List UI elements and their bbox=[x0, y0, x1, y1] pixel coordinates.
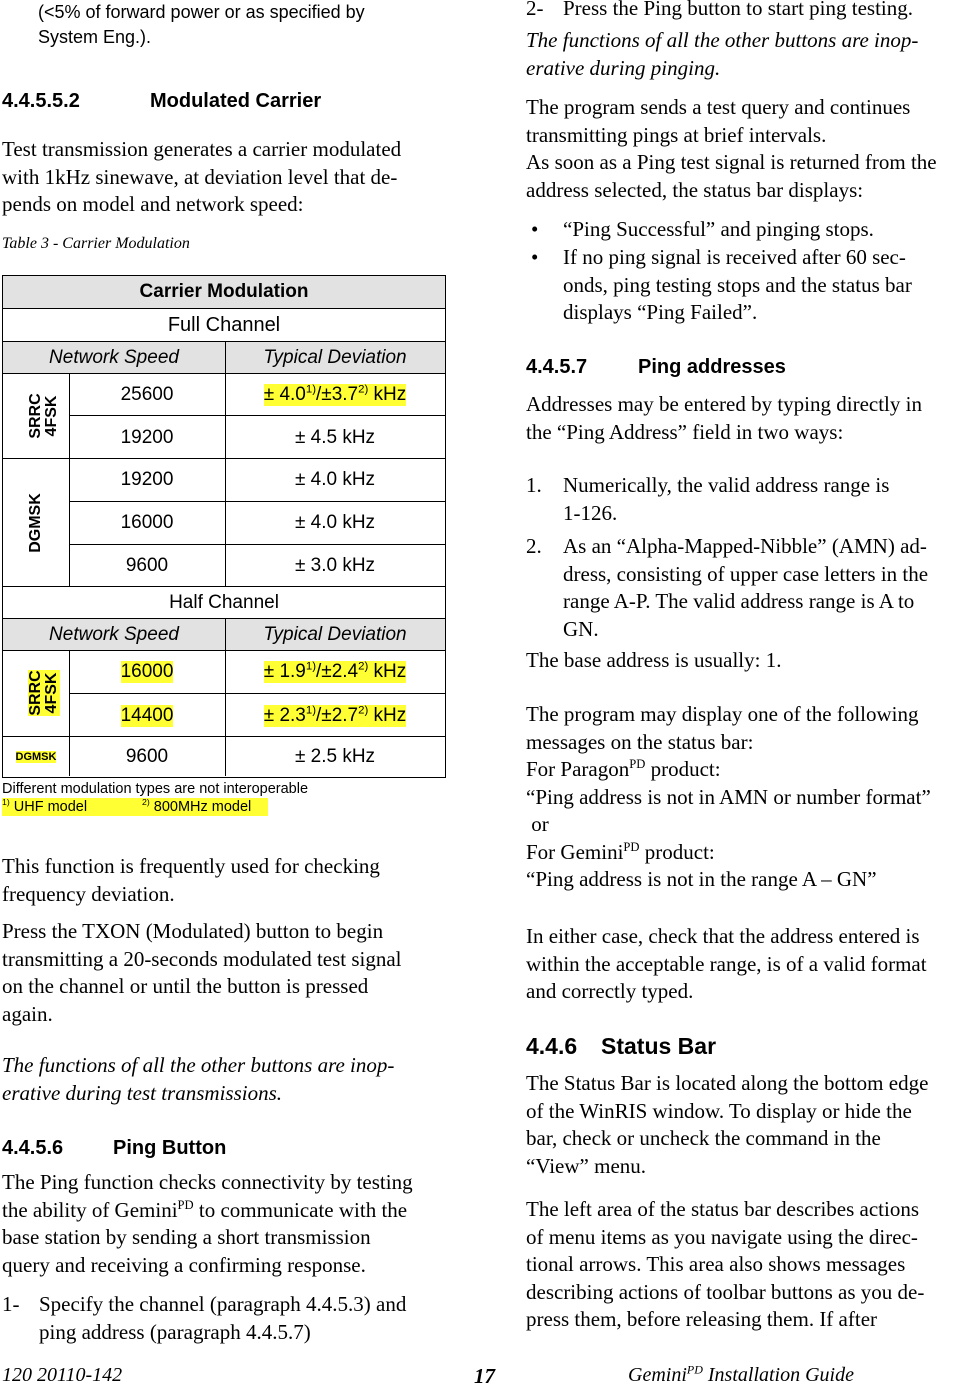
text-line: In either case, check that the address entered is bbox=[526, 924, 920, 948]
text-line: address selected, the status bar displays: bbox=[526, 177, 864, 202]
col-header-speed: Network Speed bbox=[49, 346, 179, 368]
section-heading-status-bar bbox=[526, 1033, 717, 1060]
text-line: “Ping address is not in the range A – GN” bbox=[526, 867, 877, 891]
bullet-item bbox=[526, 216, 971, 244]
text-line: of the WinRIS window. To display or hide the bbox=[526, 1098, 912, 1123]
full-channel-row bbox=[3, 308, 445, 341]
text-line: The program sends a test query and continues bbox=[526, 95, 911, 119]
half-channel-label: Half Channel bbox=[169, 591, 279, 613]
table-footnotes bbox=[2, 780, 308, 816]
section-number: 4.4.6 bbox=[526, 1033, 578, 1059]
deviation-cell: ± 4.0 kHz bbox=[294, 512, 376, 533]
text-line: For Gemini$^{PD}$ product: bbox=[526, 839, 715, 864]
text-line: As an “Alpha-Mapped-Nibble” (AMN) ad- bbox=[563, 534, 927, 558]
paragraph-either bbox=[526, 923, 927, 1006]
text-line: base station by sending a short transmission bbox=[2, 1225, 371, 1249]
paragraph-ping bbox=[2, 1169, 413, 1279]
paragraph-status-bar bbox=[526, 1070, 928, 1180]
text-line: bar, check or uncheck the command in the bbox=[526, 1126, 881, 1150]
text-line: 1-126. bbox=[563, 500, 618, 525]
step-number: 1- bbox=[2, 1292, 20, 1316]
text-line: pends on model and network speed: bbox=[2, 192, 304, 216]
col-header-speed: Network Speed bbox=[49, 623, 179, 645]
deviation-cell: ± 3.0 kHz bbox=[294, 555, 376, 576]
text-line: with 1kHz sinewave, at deviation level that de- bbox=[2, 164, 398, 189]
section-title: Ping addresses bbox=[638, 356, 786, 378]
table-title-row bbox=[3, 276, 445, 308]
text-line: the “Ping Address” field in two ways: bbox=[526, 419, 844, 444]
group-label-dgmsk-small: DGMSK bbox=[15, 750, 57, 763]
speed-cell: 25600 bbox=[120, 383, 174, 405]
deviation-cell: ± $2.3^{1)}/\pm 2.7^{2)}$ kHz bbox=[263, 704, 407, 726]
footer-doc-number: 120 20110-142 bbox=[2, 1364, 123, 1386]
text-line: GN. bbox=[563, 616, 599, 641]
text-line: For Paragon$^{PD}$ product: bbox=[526, 757, 721, 781]
paragraph-modulated bbox=[2, 136, 401, 219]
table-header-row bbox=[3, 341, 445, 373]
text-line: Numerically, the valid address range is bbox=[563, 473, 890, 497]
paragraph-left-area bbox=[526, 1196, 924, 1334]
step-2 bbox=[526, 0, 971, 23]
step-number: 2- bbox=[526, 0, 544, 20]
text-line: dress, consisting of upper case letters in the bbox=[563, 561, 929, 586]
deviation-cell: ± $1.9^{1)}/\pm 2.4^{2)}$ kHz bbox=[263, 660, 407, 682]
text-line: erative during test transmissions. bbox=[2, 1080, 283, 1105]
speed-cell: 9600 bbox=[125, 745, 169, 767]
paragraph-program bbox=[526, 94, 937, 204]
item-number: 2. bbox=[526, 534, 542, 558]
text-line: describing actions of toolbar buttons as you de- bbox=[526, 1279, 925, 1304]
paragraph-checking bbox=[2, 853, 380, 908]
section-number: 4.4.5.7 bbox=[526, 356, 588, 378]
col-header-deviation: Typical Deviation bbox=[263, 623, 407, 645]
text-line: If no ping signal is received after 60 sec- bbox=[563, 245, 906, 269]
text-line: The program may display one of the following bbox=[526, 702, 919, 726]
paragraph-addresses bbox=[526, 391, 922, 446]
text-line: messages on the status bar: bbox=[526, 729, 754, 754]
text-line: The functions of all the other buttons are inop- bbox=[2, 1053, 395, 1077]
paragraph-inoperative bbox=[2, 1052, 394, 1107]
speed-cell: 9600 bbox=[125, 555, 169, 576]
speed-cell: 16000 bbox=[120, 661, 174, 682]
srrc-half-group bbox=[3, 650, 445, 736]
group-label-dgmsk: DGMSK bbox=[27, 493, 44, 553]
section-heading-ping-button bbox=[2, 1137, 227, 1160]
text-line: As soon as a Ping test signal is returned from the bbox=[526, 150, 937, 174]
speed-cell: 16000 bbox=[120, 512, 174, 533]
paragraph-inoperative-ping bbox=[526, 27, 918, 82]
footer-page-number: 17 bbox=[474, 1364, 495, 1388]
deviation-cell: ± 4.5 kHz bbox=[294, 426, 376, 448]
speed-cell: 14400 bbox=[120, 704, 174, 726]
srrc-full-group bbox=[3, 373, 445, 458]
carrier-modulation-table bbox=[2, 275, 446, 778]
text-line: Test transmission generates a carrier modulated bbox=[2, 137, 402, 161]
intro-line: (<5% of forward power or as specified by bbox=[38, 2, 365, 22]
paragraph-txon bbox=[2, 918, 402, 1028]
text-line: transmitting pings at brief intervals. bbox=[526, 122, 827, 147]
text-line: “Ping address is not in AMN or number format” bbox=[526, 784, 931, 809]
deviation-cell: ± 4.0 kHz bbox=[294, 469, 376, 490]
footnote-main: Different modulation types are not interoperable bbox=[2, 781, 309, 797]
text-line: Press the TXON (Modulated) button to begin bbox=[2, 919, 384, 943]
section-number: 4.4.5.5.2 bbox=[2, 90, 80, 112]
text-line: Press the Ping button to start ping testing. bbox=[563, 0, 913, 20]
section-heading-ping-addresses bbox=[526, 356, 786, 379]
text-line: query and receiving a confirming response. bbox=[2, 1252, 366, 1277]
numbered-item bbox=[526, 472, 971, 528]
deviation-cell: ± $4.0^{1)}/\pm 3.7^{2)}$ kHz bbox=[263, 383, 407, 405]
speed-cell: 19200 bbox=[120, 426, 174, 448]
text-line: press them, before releasing them. If after bbox=[526, 1307, 878, 1331]
text-line: within the acceptable range, is of a valid format bbox=[526, 951, 927, 976]
numbered-item bbox=[526, 533, 971, 643]
section-title: Modulated Carrier bbox=[150, 90, 322, 112]
footnote-models: $^{1)}$ UHF model $^{2)}$ 800MHz model bbox=[2, 798, 268, 816]
table-header-row bbox=[3, 618, 445, 650]
dgmsk-half-row bbox=[3, 736, 445, 776]
text-line: displays “Ping Failed”. bbox=[563, 300, 758, 324]
bullet-icon: • bbox=[531, 217, 539, 241]
text-line: or bbox=[526, 812, 549, 836]
bullet-icon: • bbox=[531, 245, 539, 269]
text-line: The left area of the status bar describes actions bbox=[526, 1197, 920, 1221]
paragraph-messages bbox=[526, 701, 931, 894]
table-title: Carrier Modulation bbox=[139, 281, 309, 302]
speed-cell: 19200 bbox=[120, 469, 174, 490]
section-number: 4.4.5.6 bbox=[2, 1137, 64, 1159]
group-label-srrc: SRRC 4FSK bbox=[27, 670, 60, 716]
text-line: ping address (paragraph 4.4.5.7) bbox=[39, 1319, 311, 1344]
deviation-cell: ± 2.5 kHz bbox=[294, 745, 376, 767]
text-line: The functions of all the other buttons are inop- bbox=[526, 28, 919, 52]
section-heading-modulated-carrier bbox=[2, 90, 322, 113]
bullet-item bbox=[526, 244, 971, 328]
dgmsk-full-group bbox=[3, 458, 445, 586]
text-line: Specify the channel (paragraph 4.4.5.3) and bbox=[39, 1292, 407, 1316]
text-line: erative during pinging. bbox=[526, 55, 721, 80]
text-line: again. bbox=[2, 1001, 53, 1026]
text-line: tional arrows. This area also shows messages bbox=[526, 1252, 906, 1276]
full-channel-label: Full Channel bbox=[167, 313, 281, 336]
text-line: the ability of Gemini$^{PD}$ to communicate with the bbox=[2, 1197, 408, 1222]
group-label-srrc: SRRC 4FSK bbox=[27, 393, 60, 439]
text-line: frequency deviation. bbox=[2, 881, 175, 906]
text-line: The Status Bar is located along the bottom edge bbox=[526, 1071, 929, 1095]
half-channel-row bbox=[3, 586, 445, 618]
section-title: Status Bar bbox=[601, 1033, 717, 1059]
table-caption: Table 3 - Carrier Modulation bbox=[2, 235, 190, 252]
text-line: This function is frequently used for checking bbox=[2, 854, 380, 878]
text-line: range A-P. The valid address range is A to bbox=[563, 589, 915, 613]
text-line: and correctly typed. bbox=[526, 979, 694, 1003]
text-line: of menu items as you navigate using the direc- bbox=[526, 1224, 918, 1249]
text-line: The Ping function checks connectivity by testing bbox=[2, 1170, 413, 1194]
col-header-deviation: Typical Deviation bbox=[263, 346, 407, 368]
text-line: “Ping Successful” and pinging stops. bbox=[563, 217, 874, 241]
footer-guide-title: Gemini$^{PD}$ Installation Guide bbox=[628, 1362, 854, 1386]
step-1 bbox=[2, 1291, 446, 1347]
item-number: 1. bbox=[526, 473, 542, 497]
section-title: Ping Button bbox=[113, 1137, 227, 1159]
base-address-line: The base address is usually: 1. bbox=[526, 648, 782, 672]
text-line: transmitting a 20-seconds modulated test signal bbox=[2, 946, 402, 971]
text-line: on the channel or until the button is pressed bbox=[2, 974, 369, 998]
text-line: “View” menu. bbox=[526, 1153, 647, 1178]
intro-text bbox=[38, 0, 365, 50]
text-line: onds, ping testing stops and the status bar bbox=[563, 272, 912, 297]
intro-line: System Eng.). bbox=[38, 27, 152, 47]
text-line: Addresses may be entered by typing directly in bbox=[526, 392, 922, 416]
